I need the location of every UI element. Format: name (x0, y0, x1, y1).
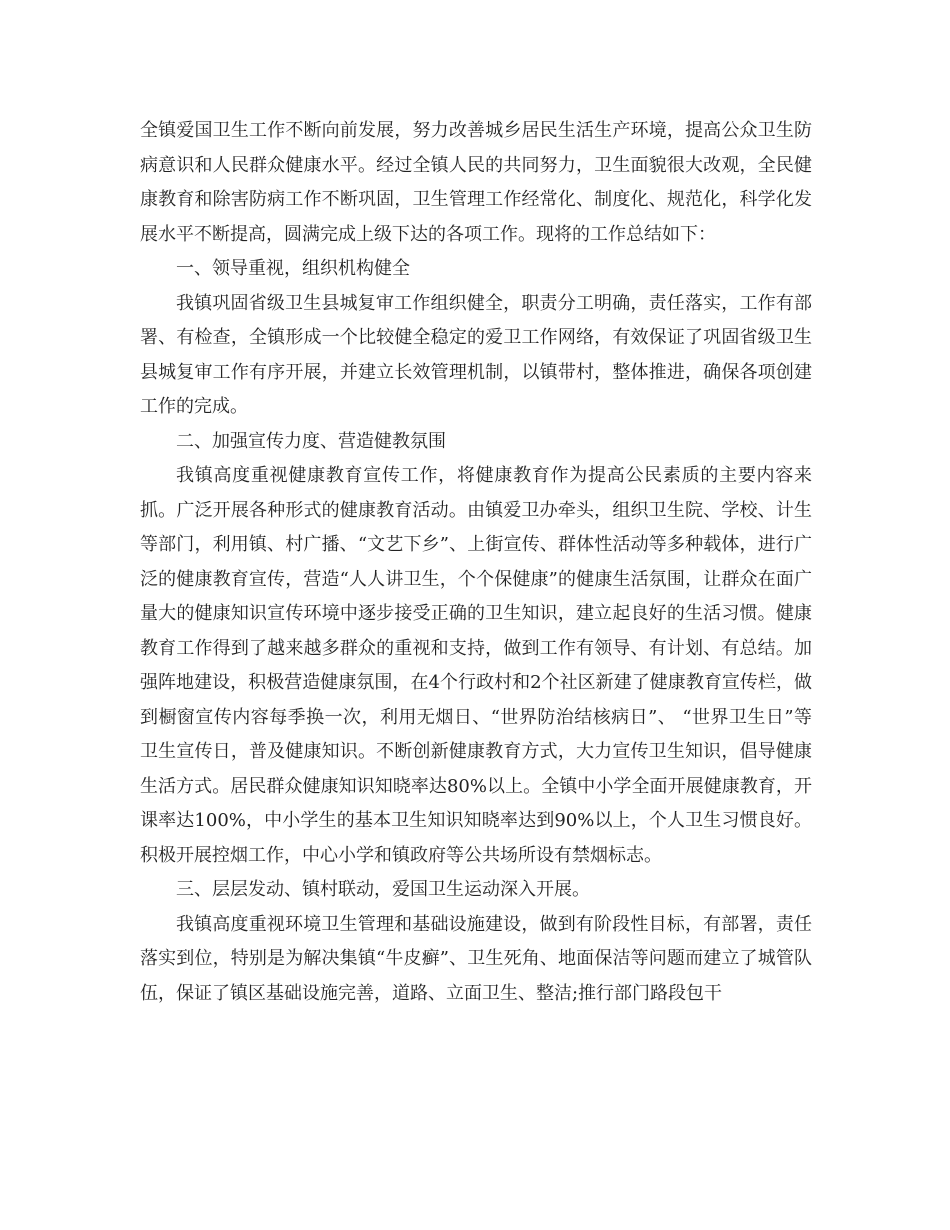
section-body-1: 我镇巩固省级卫生县城复审工作组织健全，职责分工明确，责任落实，工作有部署、有检查，全镇形成一个比较健全稳定的爱卫工作网络，有效保证了巩固省级卫生县城复审工作有序开展，并建立长效管理机制，以镇带村，整体推进，确保各项创建工作的完成。 (140, 292, 812, 417)
intro-paragraph: 全镇爱国卫生工作不断向前发展，努力改善城乡居民生活生产环境，提高公众卫生防病意识和人民群众健康水平。经过全镇人民的共同努力，卫生面貌很大改观，全民健康教育和除害防病工作不断巩固，卫生管理工作经常化、制度化、规范化，科学化发展水平不断提高，圆满完成上级下达的各项工作。现将的工作总结如下： (140, 120, 812, 245)
section-body-2: 我镇高度重视健康教育宣传工作，将健康教育作为提高公民素质的主要内容来抓。广泛开展各种形式的健康教育活动。由镇爱卫办牵头，组织卫生院、学校、计生等部门，利用镇、村广播、“文艺下乡”、上街宣传、群体性活动等多种载体，进行广泛的健康教育宣传，营造“人人讲卫生，个个保健康”的健康生活氛围，让群众在面广量大的健康知识宣传环境中逐步接受正确的卫生知识，建立起良好的生活习惯。健康教育工作得到了越来越多群众的重视和支持，做到工作有领导、有计划、有总结。加强阵地建设，积极营造健康氛围，在4个行政村和2个社区新建了健康教育宣传栏，做到橱窗宣传内容每季换一次，利用无烟日、“世界防治结核病日”、 “世界卫生日”等卫生宣传日，普及健康知识。不断创新健康教育方式，大力宣传卫生知识，倡导健康生活方式。居民群众健康知识知晓率达80%以上。全镇中小学全面开展健康教育，开课率达100%，中小学生的基本卫生知识知晓率达到90%以上，个人卫生习惯良好。积极开展控烟工作，中心小学和镇政府等公共场所设有禁烟标志。 (140, 465, 812, 866)
section-heading-2: 二、加强宣传力度、营造健教氛围 (176, 430, 446, 452)
document-body (140, 114, 812, 1011)
section-heading-3: 三、层层发动、镇村联动，爱国卫生运动深入开展。 (176, 879, 590, 900)
section-body-3: 我镇高度重视环境卫生管理和基础设施建设，做到有阶段性目标，有部署，责任落实到位，特别是为解决集镇“牛皮癣”、卫生死角、地面保洁等问题而建立了城管队伍，保证了镇区基础设施完善，道路、立面卫生、整洁;推行部门路段包干 (140, 913, 812, 1004)
section-heading-1: 一、领导重视，组织机构健全 (176, 258, 410, 279)
